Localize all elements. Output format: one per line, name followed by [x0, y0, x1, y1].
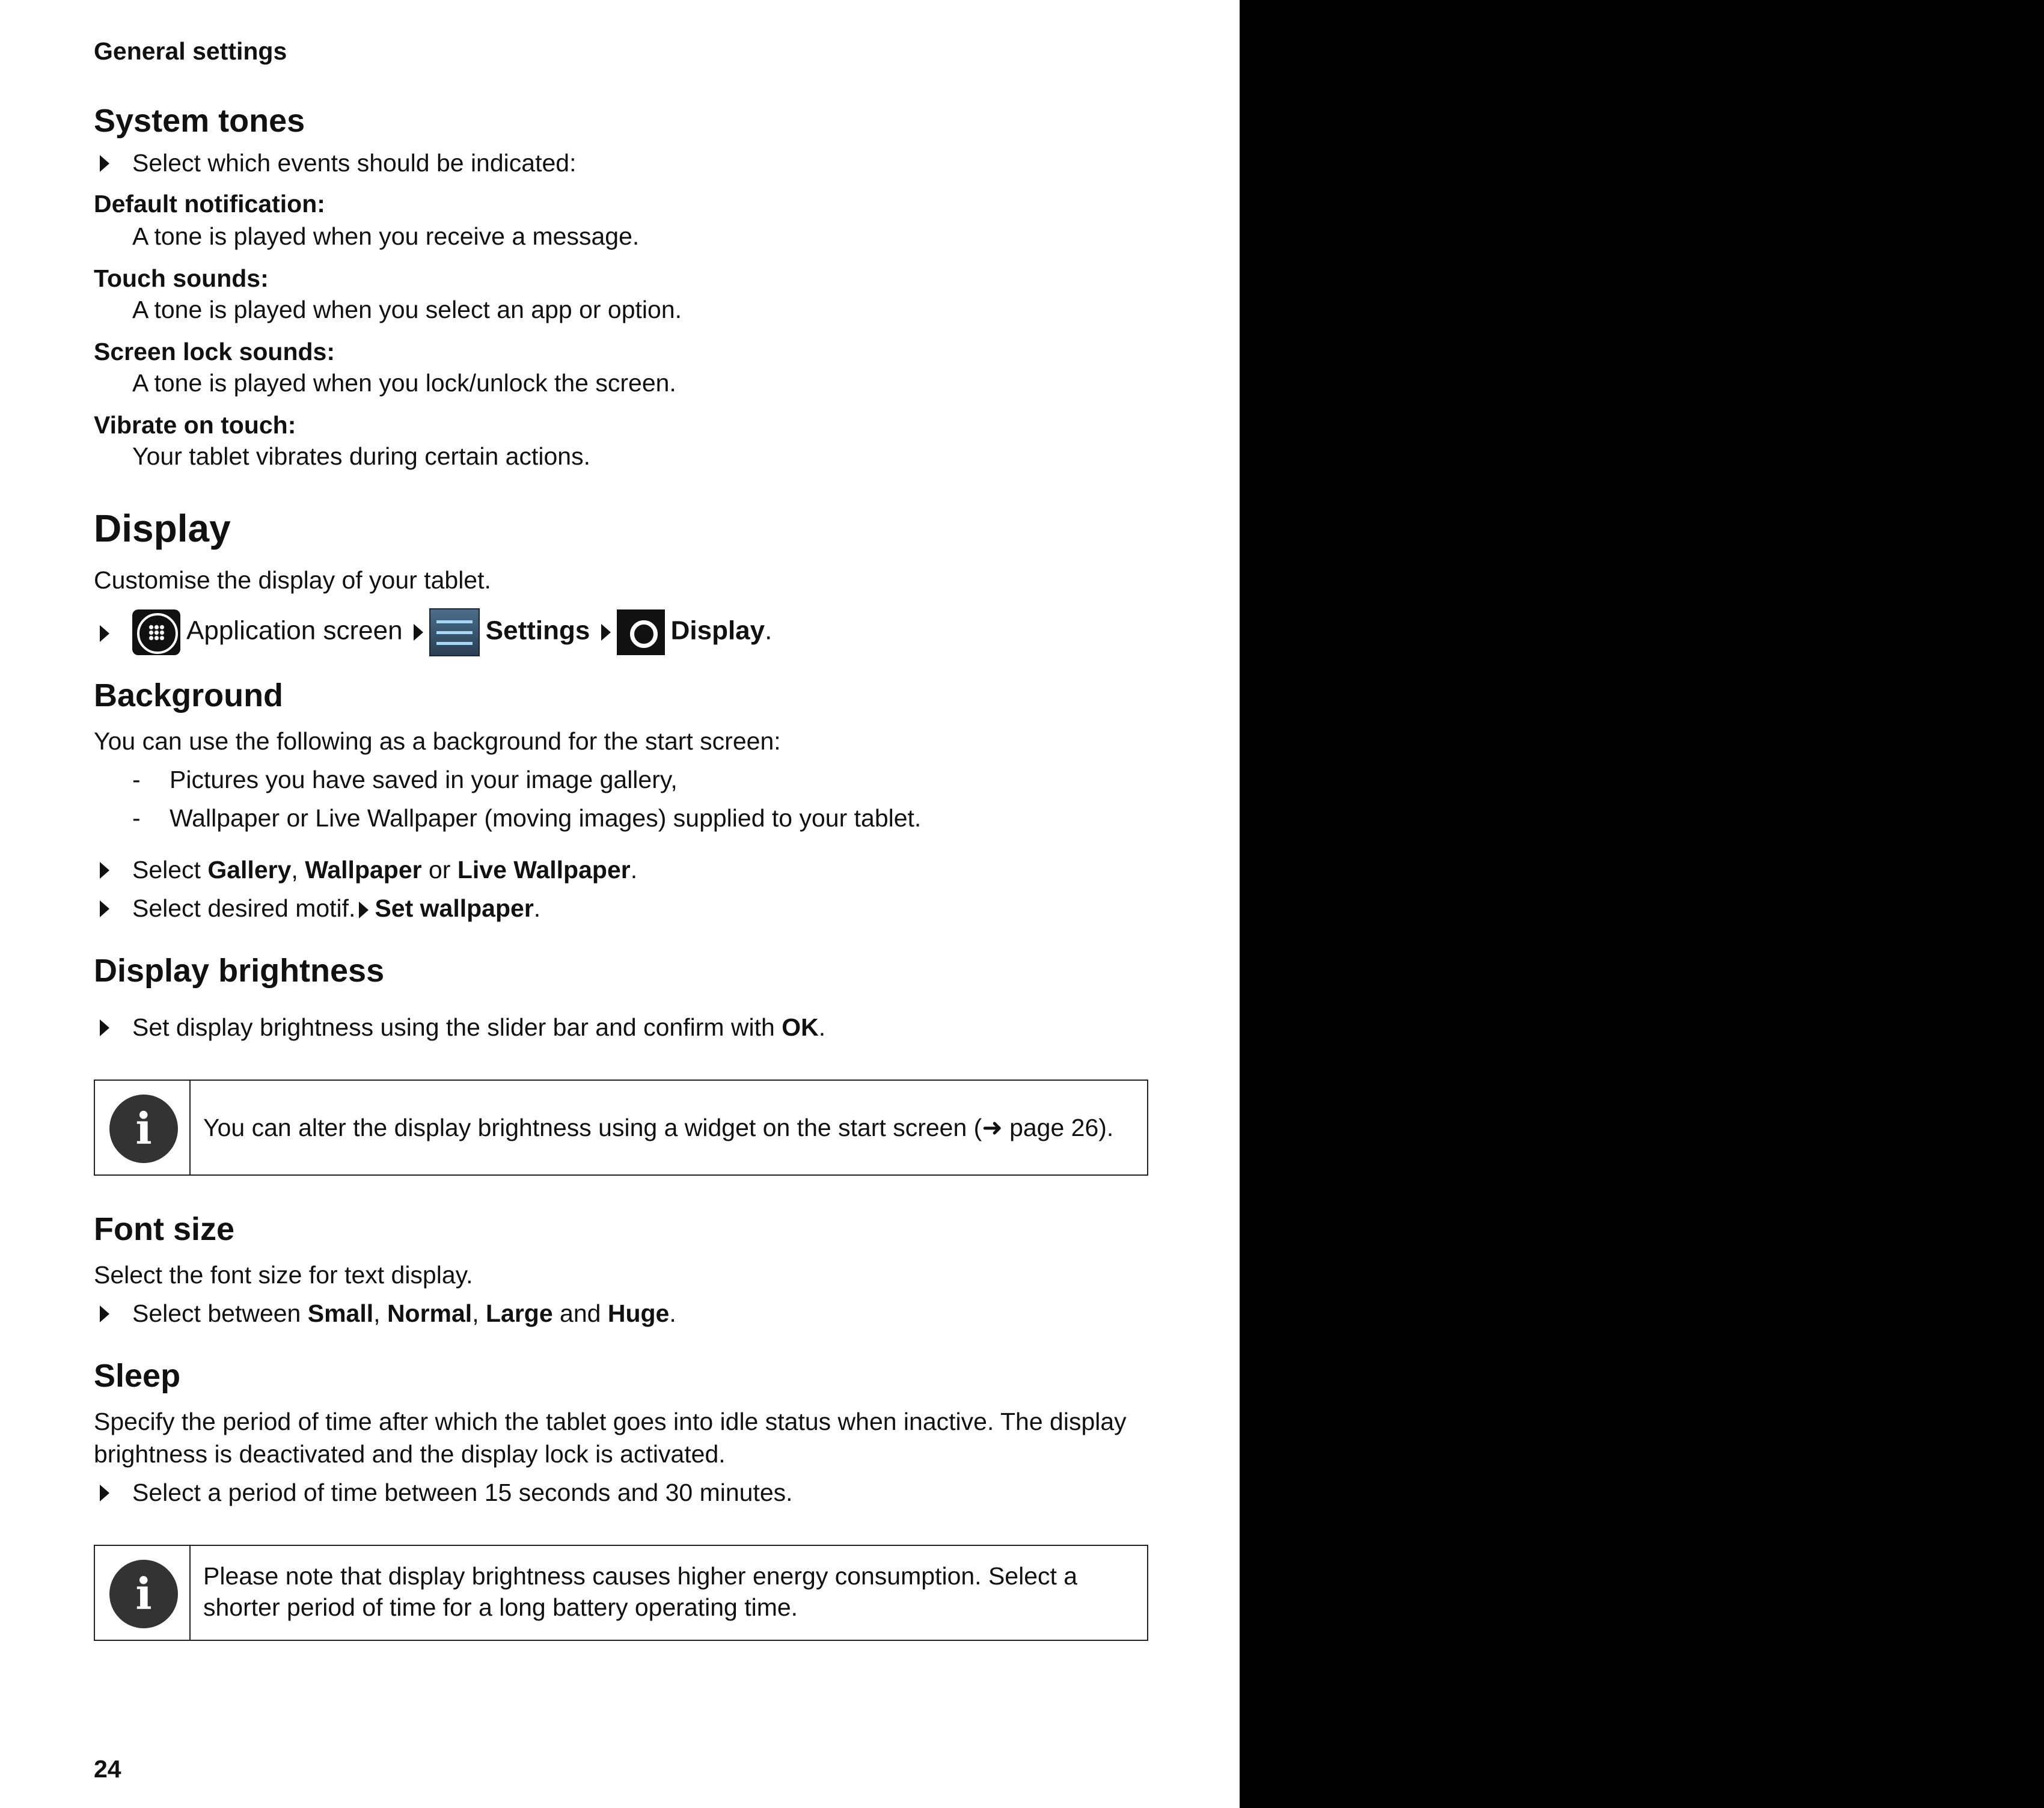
sleep-step: Select a period of time between 15 seconds and 30 minutes. [132, 1479, 793, 1506]
desc-touch-sounds: A tone is played when you select an app or option. [132, 296, 682, 323]
term-default-notification: Default notification: [94, 190, 325, 218]
background-list-item: Wallpaper or Live Wallpaper (moving images) supplied to your tablet. [170, 804, 922, 832]
background-heading: Background [94, 677, 284, 713]
bullet-arrow-icon [100, 1019, 109, 1036]
brightness-heading: Display brightness [94, 953, 385, 989]
font-size-intro: Select the font size for text display. [94, 1261, 473, 1289]
bullet-arrow-icon [100, 862, 109, 879]
sleep-heading: Sleep [94, 1358, 181, 1394]
bullet-arrow-icon [100, 1306, 109, 1322]
background-step-select: Select Gallery, Wallpaper or Live Wallpaper. [132, 856, 638, 884]
system-tones-heading: System tones [94, 103, 305, 139]
info-note-line1: Please note that display brightness causes higher energy consumption. Select a [203, 1562, 1078, 1590]
info-note-box [94, 1080, 1148, 1176]
step-arrow-icon [601, 624, 611, 641]
nav-display: Display [670, 615, 765, 646]
bullet-arrow-icon [100, 625, 109, 642]
sleep-intro-line2: brightness is deactivated and the display lock is activated. [94, 1440, 726, 1468]
display-gear-icon [617, 609, 665, 655]
apps-grid-icon [132, 609, 180, 655]
font-size-step: Select between Small, Normal, Large and Huge. [132, 1300, 676, 1327]
bullet-arrow-icon [100, 155, 109, 172]
system-tones-intro: Select which events should be indicated: [132, 149, 577, 177]
desc-default-notification: A tone is played when you receive a message. [132, 222, 640, 250]
font-size-heading: Font size [94, 1211, 235, 1247]
info-note-box [94, 1545, 1148, 1641]
list-dash: - [132, 804, 141, 832]
nav-settings: Settings [485, 615, 590, 646]
running-header: General settings [94, 37, 287, 65]
bullet-arrow-icon [100, 1485, 109, 1501]
settings-sliders-icon [429, 608, 480, 656]
background-list-item: Pictures you have saved in your image gallery, [170, 766, 678, 793]
step-arrow-icon [414, 624, 423, 641]
term-vibrate-on-touch: Vibrate on touch: [94, 411, 296, 439]
background-step-motif: Select desired motif. Set wallpaper. [132, 894, 541, 922]
page-number: 24 [94, 1755, 121, 1783]
nav-application-screen: Application screen [186, 615, 403, 646]
bullet-arrow-icon [100, 900, 109, 917]
term-touch-sounds: Touch sounds: [94, 264, 269, 292]
page-ref-arrow-icon: ➜ [982, 1114, 1003, 1141]
info-icon: i [109, 1095, 178, 1163]
display-nav-path: Application screen Settings Display. [132, 608, 772, 656]
brightness-step: Set display brightness using the slider bar and confirm with OK. [132, 1013, 826, 1041]
black-side-panel [1240, 0, 2044, 1808]
background-intro: You can use the following as a background for the start screen: [94, 727, 781, 755]
list-dash: - [132, 766, 141, 793]
desc-vibrate-on-touch: Your tablet vibrates during certain actions. [132, 442, 590, 470]
info-note-line2: shorter period of time for a long battery operating time. [203, 1593, 798, 1621]
display-heading: Display [94, 507, 231, 550]
display-intro: Customise the display of your tablet. [94, 566, 491, 594]
term-screen-lock-sounds: Screen lock sounds: [94, 338, 335, 365]
sleep-intro-line1: Specify the period of time after which the tablet goes into idle status when inactive. The display [94, 1408, 1127, 1435]
info-note-text: You can alter the display brightness using a widget on the start screen (➜ page 26). [203, 1114, 1114, 1141]
info-icon: i [109, 1560, 178, 1628]
step-arrow-icon [359, 902, 369, 918]
desc-screen-lock-sounds: A tone is played when you lock/unlock the screen. [132, 369, 676, 397]
